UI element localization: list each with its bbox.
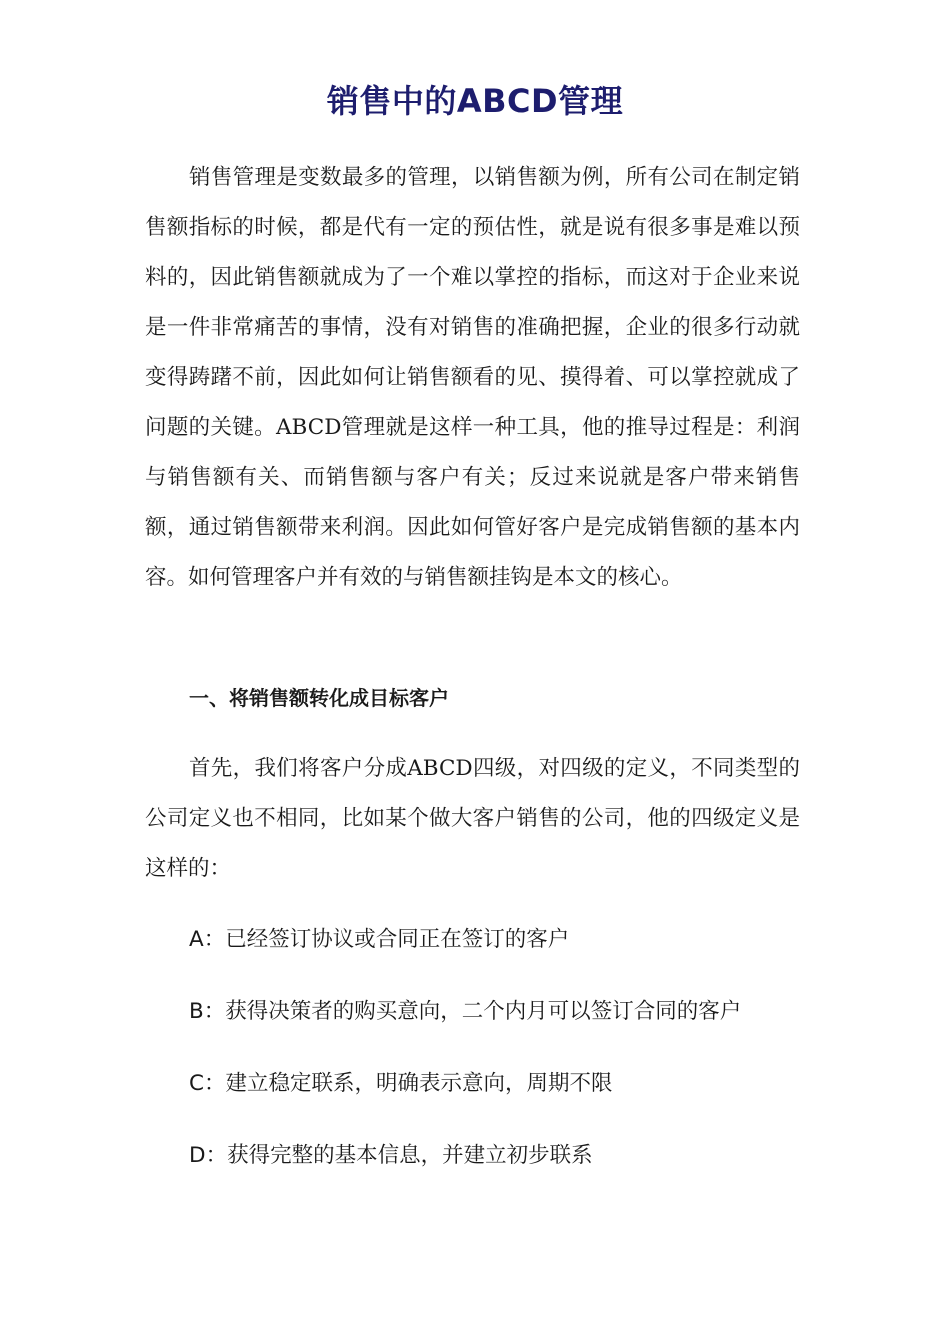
level-d-item [189, 1134, 741, 1206]
level-definition: ：获得决策者的购买意向，二个内月可以签订合同的客户 [203, 999, 742, 1024]
level-b-item [189, 990, 741, 1062]
section-heading: 一、将销售额转化成目标客户 [189, 686, 449, 710]
level-letter: B [189, 999, 204, 1024]
level-a-item [189, 918, 741, 990]
section-paragraph: 首先，我们将客户分成ABCD四级，对四级的定义，不同类型的公司定义也不相同，比如某个做大客户销售的公司，他的四级定义是这样的： [145, 756, 800, 881]
level-definition: ：已经签订协议或合同正在签订的客户 [203, 927, 570, 952]
customer-level-list [189, 918, 741, 1206]
level-letter: D [189, 1143, 206, 1168]
level-letter: C [189, 1071, 205, 1096]
level-definition: ：建立稳定联系，明确表示意向，周期不限 [204, 1071, 613, 1096]
level-definition: ：获得完整的基本信息，并建立初步联系 [205, 1143, 593, 1168]
document-title: 销售中的ABCD管理 [326, 82, 624, 121]
level-letter: A [189, 927, 204, 952]
intro-paragraph: 销售管理是变数最多的管理，以销售额为例，所有公司在制定销售额指标的时候，都是代有一定的预估性，就是说有很多事是难以预料的，因此销售额就成为了一个难以掌控的指标，而这对于企业来说是一件非常痛苦的事情，没有对销售的准确把握，企业的很多行动就变得踌躇不前，因此如何让销售额看的见、摸得着、可以掌控就成了问题的关键。ABCD管理就是这样一种工具，他的推导过程是：利润与销售额有关、而销售额与客户有关；反过来说就是客户带来销售额，通过销售额带来利润。因此如何管好客户是完成销售额的基本内容。如何管理客户并有效的与销售额挂钩是本文的核心。 [145, 165, 800, 590]
level-c-item [189, 1062, 741, 1134]
